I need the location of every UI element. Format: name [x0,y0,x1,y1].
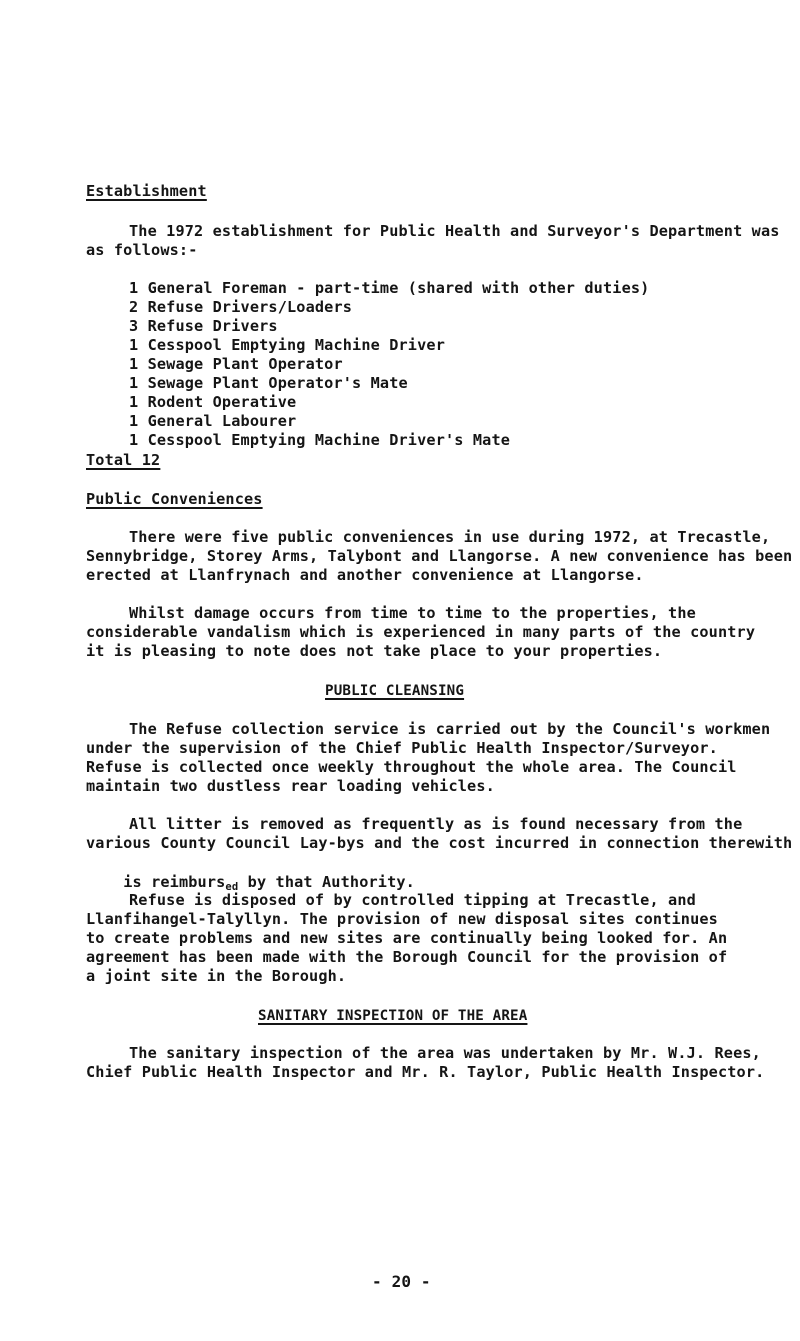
staff-item: 1 Sewage Plant Operator's Mate [129,374,408,392]
paragraph-line: under the supervision of the Chief Public Health Inspector/Surveyor. [86,739,718,757]
staff-item: 1 General Labourer [129,412,297,430]
paragraph-line: Whilst damage occurs from time to time to the properties, the [129,604,696,622]
establishment-heading: Establishment [86,182,207,200]
paragraph-line: erected at Llanfrynach and another convenience at Llangorse. [86,566,644,584]
public-conveniences-heading: Public Conveniences [86,490,263,508]
staff-item: 1 Rodent Operative [129,393,297,411]
paragraph-line: to create problems and new sites are continually being looked for. An [86,929,728,947]
staff-item: 1 Cesspool Emptying Machine Driver [129,336,445,354]
paragraph-line: various County Council Lay-bys and the cost incurred in connection therewith [86,834,793,852]
paragraph-line: a joint site in the Borough. [86,967,347,985]
establishment-intro-line: as follows:- [86,241,198,259]
paragraph-line: Chief Public Health Inspector and Mr. R. Taylor, Public Health Inspector. [86,1063,765,1081]
paragraph-line: Llanfihangel-Talyllyn. The provision of new disposal sites continues [86,910,718,928]
establishment-intro-line: The 1972 establishment for Public Health and Surveyor's Department was [129,222,780,240]
text-fragment: is reimburs [123,873,226,891]
text-fragment: by that Authority. [238,873,415,891]
paragraph-line: it is pleasing to note does not take place to your properties. [86,642,663,660]
paragraph-line: The sanitary inspection of the area was undertaken by Mr. W.J. Rees, [129,1044,761,1062]
staff-item: 1 Cesspool Emptying Machine Driver's Mate [129,431,511,449]
paragraph-line: Refuse is disposed of by controlled tipping at Trecastle, and [129,891,696,909]
page-number: - 20 - [372,1272,431,1291]
paragraph-line: agreement has been made with the Borough Council for the provision of [86,948,728,966]
subscript-fragment: ed [225,881,239,893]
paragraph-line: maintain two dustless rear loading vehicles. [86,777,495,795]
paragraph-line: considerable vandalism which is experienced in many parts of the country [86,623,756,641]
staff-item: 1 General Foreman - part-time (shared with other duties) [129,279,650,297]
staff-item: 1 Sewage Plant Operator [129,355,343,373]
staff-item: 2 Refuse Drivers/Loaders [129,298,353,316]
sanitary-inspection-heading: SANITARY INSPECTION OF THE AREA [258,1008,528,1024]
public-cleansing-heading: PUBLIC CLEANSING [325,683,465,699]
staff-item: 3 Refuse Drivers [129,317,278,335]
paragraph-line: The Refuse collection service is carried out by the Council's workmen [129,720,771,738]
paragraph-line: There were five public conveniences in use during 1972, at Trecastle, [129,528,771,546]
paragraph-line: All litter is removed as frequently as is found necessary from the [129,815,743,833]
paragraph-line: Sennybridge, Storey Arms, Talybont and Llangorse. A new convenience has been [86,547,793,565]
establishment-total: Total 12 [86,451,161,469]
paragraph-line: Refuse is collected once weekly throughout the whole area. The Council [86,758,737,776]
